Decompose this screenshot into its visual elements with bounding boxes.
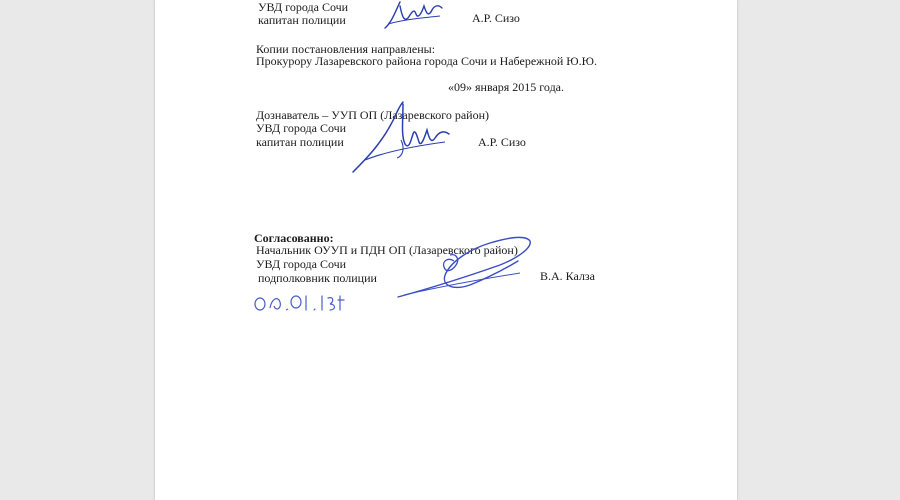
block2-name: А.Р. Сизо [478, 135, 526, 149]
approval-rank: подполковник полиции [258, 271, 377, 285]
block2-rank: капитан полиции [256, 135, 344, 149]
copies-heading: Копии постановления направлены: [256, 42, 436, 56]
block1-department: УВД города Сочи [258, 0, 349, 14]
signature-2-image [345, 100, 455, 180]
document-date: «09» января 2015 года. [448, 80, 565, 94]
approval-role: Начальник ОУУП и ПДН ОП (Лазаревского район) [256, 243, 518, 257]
signature-3-image [390, 233, 540, 305]
block2-role: Дознаватель – УУП ОП (Лазаревского район) [256, 108, 490, 122]
handwritten-date-image [252, 288, 347, 316]
approval-heading: Согласованно: [254, 231, 334, 245]
block1-name: А.Р. Сизо [472, 11, 520, 25]
block1-rank: капитан полиции [258, 13, 346, 27]
signature-1-image [380, 0, 450, 32]
copies-recipient: Прокурору Лазаревского района города Сочи и Набережной Ю.Ю. [256, 54, 597, 68]
block2-department: УВД города Сочи [256, 121, 347, 135]
approval-department: УВД города Сочи [256, 257, 347, 271]
approval-name: В.А. Калза [540, 269, 596, 283]
